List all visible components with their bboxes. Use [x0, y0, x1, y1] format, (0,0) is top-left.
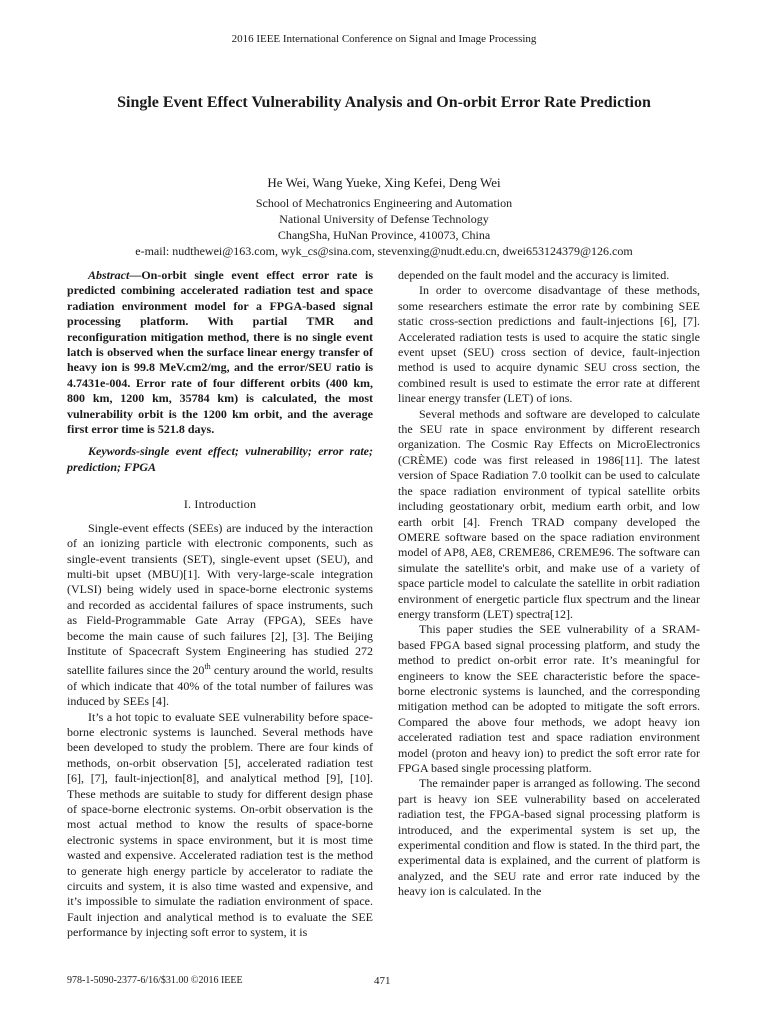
- abstract-label: Abstract: [88, 268, 130, 282]
- intro-paragraph-6: The remainder paper is arranged as following. The second part is heavy ion SEE vulnerability based on accelerated radiation test, the FPGA-based signal processing platform is introduced, and the experimental system is set up, the experimental condition and flow is stated. In the third part, the experimental data is explained, and the current of platform is analyzed, and the SEU rate and error rate induced by the heavy ion is calculated. In the: [398, 776, 700, 899]
- superscript: th: [204, 662, 211, 672]
- author-affiliation: [0, 195, 768, 259]
- intro-paragraph-1-text-cont: century around the world, results of which indicate that 40% of the total number of failures was induced by SEEs [4].: [67, 663, 373, 709]
- paragraph-continued: depended on the fault model and the accuracy is limited.: [398, 268, 670, 282]
- affiliation-address: ChangSha, HuNan Province, 410073, China: [277, 228, 491, 242]
- right-column: [398, 268, 700, 900]
- keywords: [67, 444, 373, 475]
- affiliation-email: e-mail: nudthewei@163.com, wyk_cs@sina.com, stevenxing@nudt.edu.cn, dwei653124379@126.com: [135, 244, 633, 258]
- keywords-label: Keywords-: [88, 444, 140, 459]
- intro-paragraph-5: This paper studies the SEE vulnerability of a SRAM-based FPGA based signal processing platform, and study the method to predict on-orbit error rate. It’s meaningful for engineers to know the SEE characteristic before the space-borne electronic systems is launched, and the corresponding mitigation method can be adopted to mitigate the soft errors. Compared the above four methods, we adopt heavy ion accelerated radiation test and space radiation environment model (proton and heavy ion) to predict the soft error rate for FPGA based single processing platform.: [398, 622, 700, 775]
- intro-paragraph-4: Several methods and software are developed to calculate the SEU rate in space environment by different research organization. The Cosmic Ray Effects on MicroElectronics (CRÈME) code was first released in 1986[11]. The latest version of Space Radiation 7.0 toolkit can be used to calculate the space radiation environment of typical satellite orbits including geostationary orbit, medium earth orbit, and low earth orbit [4]. French TRAD company developed the OMERE software based on the space radiation environment model of AP8, AE8, CREME86, CREME96. The software can simulate the satellite's orbit, and make use of a variety of space particle model to calculate the satellite in orbit radiation environment of energetic particle flux spectrum and the linear energy transform (LET) spectra[12].: [398, 406, 700, 621]
- abstract-dash: —: [129, 268, 142, 282]
- paper-title: Single Event Effect Vulnerability Analysis and On-orbit Error Rate Prediction: [117, 94, 651, 111]
- affiliation-school: School of Mechatronics Engineering and Automation: [255, 196, 513, 210]
- left-column: [67, 268, 373, 941]
- affiliation-university: National University of Defense Technology: [279, 212, 489, 226]
- intro-paragraph-1-text: Single-event effects (SEEs) are induced by the interaction of an ionizing particle with electronic components, such as single-event transients (SET), single-event upset (SEU), and multi-bit upset (MBU)[1]. With very-large-scale integration (VLSI) being widely used in space-borne electronic systems and recorded as accidental failures of space instruments, such as Field-Programmable Gate Array (FPGA), SEEs have become the main cause of such failures [2], [3]. The Beijing Institute of Spacecraft System Engineering has studied 272 satellite failures since the 20: [67, 520, 373, 678]
- keywords-text: single event effect; vulnerability; error rate; prediction; FPGA: [67, 444, 373, 474]
- conference-header: 2016 IEEE International Conference on Signal and Image Processing: [231, 33, 537, 45]
- paper-authors: He Wei, Wang Yueke, Xing Kefei, Deng Wei: [267, 175, 501, 190]
- intro-paragraph-3: In order to overcome disadvantage of these methods, some researchers estimate the error rate by combining SEE static cross-section predictions and fault-injections [6], [7]. Accelerated radiation tests is used to acquire the static single event upset (SEU) cross section of device, fault-injection method is used to acquire dynamic SEU cross section, the combined result is used to estimate the error rate at different linear energy transfer (LET) of ions.: [398, 283, 700, 406]
- abstract-text: On-orbit single event effect error rate is predicted combining accelerated radiation test and space radiation environment model for a FPGA-based signal processing platform. With partial TMR and reconfiguration mitigation method, there is no single event latch is observed when the surface linear energy transfer of heavy ion is 99.8 MeV.cm2/mg, and the error/SEU ratio is 4.7431e-004. Error rate of four different orbits (400 km, 800 km, 1200 km, 35784 km) is calculated, the most vulnerability orbit is the 1200 km orbit, and the average first error time is 521.8 days.: [67, 268, 373, 437]
- abstract: [67, 268, 373, 437]
- page-number: 471: [374, 975, 391, 987]
- intro-paragraph-1: [67, 521, 373, 710]
- section-heading-introduction: I. Introduction: [183, 497, 257, 512]
- footer-isbn: 978-1-5090-2377-6/16/$31.00 ©2016 IEEE: [67, 975, 243, 986]
- intro-paragraph-2: It’s a hot topic to evaluate SEE vulnerability before space-borne electronic systems is launched. Several methods have been developed to study the problem. There are four kinds of methods, on-orbit observation [5], accelerated radiation test [6], [7], fault-injection[8], and analytical method [9], [10]. These methods are suitable to study for different design phase of space-borne electronic systems. On-orbit observation is the most actual method to know the results of space-borne electronic systems in space environment, but it is most time wasted and expensive. Accelerated radiation test is the method to generate high energy particle by accelerator to radiate the circuits and system, it is also time wasted and expensive, and it’s impossible to simulate the radiation environment of space. Fault injection and analytical method is to evaluate the SEE performance by injecting soft error to system, it is: [67, 709, 373, 940]
